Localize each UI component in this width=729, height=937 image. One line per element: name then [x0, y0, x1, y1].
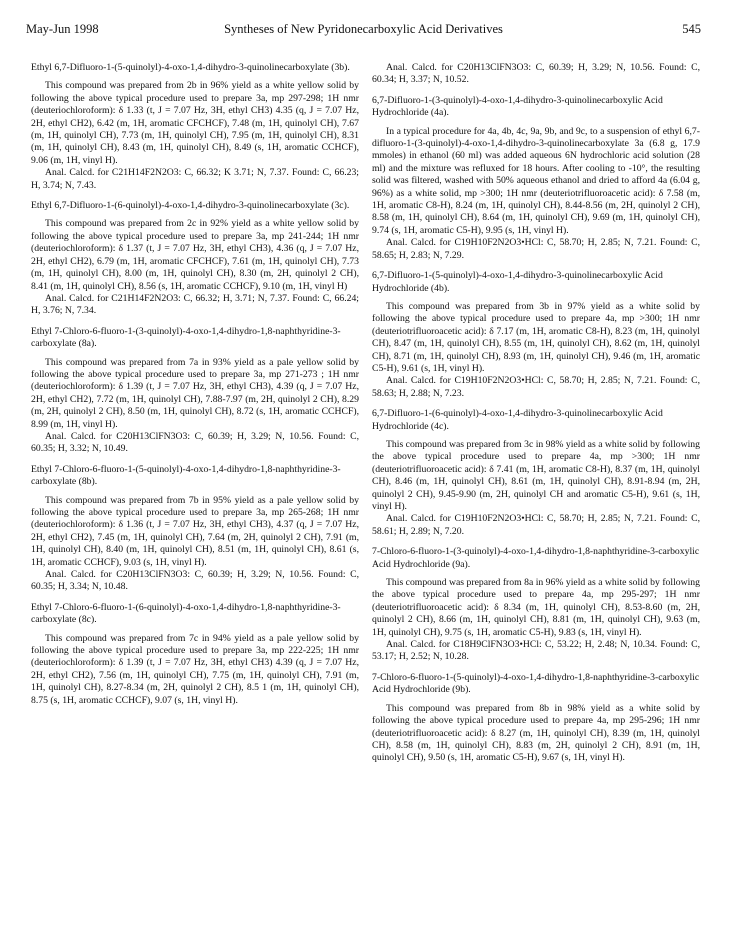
left-column: [31, 62, 359, 715]
compound-entry-3b: [31, 62, 359, 192]
procedure-text: This compound was prepared from 3c in 98% yield as a white solid by following the above typical procedure used to prepare 4a, mp >300; 1H nmr (deuteriotrifluoroacetic acid): δ 7.41 (m, 1H, aromatic C8-H), 8.37 (m, 1H, quinolyl CH), 8.46 (m, 1H, quinolyl CH), 8.61 (m, 1H, quinolyl CH), 8.91-8.94 (m, 2H, quinolyl 2 CH), 9.45-9.90 (m, 2H, quinolyl CH and aromatic C5-H), 9.61 (s, 1H, vinyl H).: [372, 438, 700, 512]
procedure-text: This compound was prepared from 2c in 92% yield as a white yellow solid by following the above typical procedure used to prepare 3a, mp 241-244; 1H nmr (deuteriochloroform): δ 1.37 (t, J = 7.07 Hz, 3H, ethyl CH3), 4.36 (q, J = 7.07 Hz, 2H, ethyl CH2), 6.79 (m, 1H, aromatic CFCHCF), 7.61 (m, 1H, quinolyl CH), 7.73 (m, 1H, quinolyl CH), 8.00 (m, 1H, quinolyl CH), 8.30 (m, 2H, quinolyl 2 CH), 8.41 (m, 1H, quinolyl CH), 8.56 (s, 1H, aromatic CCHCF), 9.10 (m, 1H, vinyl H): [31, 218, 359, 292]
compound-title: 6,7-Difluoro-1-(6-quinolyl)-4-oxo-1,4-dihydro-3-quinolinecarboxylic Acid Hydrochloride (4c).: [372, 408, 663, 432]
compound-entry-3c: [31, 200, 359, 318]
issue-date: May-Jun 1998: [26, 22, 99, 36]
analysis-text: Anal. Calcd. for C21H14F2N2O3: C, 66.32; K 3.71; N, 7.37. Found: C, 66.23; H, 3.74; N, 7.43.: [31, 167, 359, 191]
analysis-text: Anal. Calcd. for C18H9ClFN3O3•HCl: C, 53.22; H, 2.48; N, 10.34. Found: C, 53.17; H, 2.52; N, 10.28.: [372, 639, 700, 663]
compound-title: Ethyl 6,7-Difluoro-1-(5-quinolyl)-4-oxo-1,4-dihydro-3-quinolinecarboxylate (3b).: [31, 62, 350, 73]
compound-entry-4b: [372, 270, 700, 400]
analysis-text: Anal. Calcd. for C20H13ClFN3O3: C, 60.39; H, 3.29; N, 10.56. Found: C, 60.34; H, 3.37; N, 10.52.: [372, 62, 700, 86]
procedure-text: This compound was prepared from 8b in 98% yield as a white solid by following the above typical procedure used to prepare 4a, mp 295-296; 1H nmr (deuteriotrifluoroacetic acid): δ 8.27 (m, 1H, quinolyl CH), 8.39 (m, 1H, quinolyl CH), 8.58 (m, 1H, quinolyl CH), 8.83 (m, 2H, quinolyl 2 CH), 8.91 (m, 1H, quinolyl CH), 9.50 (s, 1H, aromatic C5-H), 9.67 (s, 1H, vinyl H).: [372, 702, 700, 764]
procedure-text: This compound was prepared from 7c in 94% yield as a pale yellow solid by following the above typical procedure used to prepare 3a, mp 222-225; 1H nmr (deuteriochloroform): δ 1.39 (t, J = 7.07 Hz, 3H, ethyl CH3) 4.39 (q, J = 7.07 Hz, 2H, ethyl CH2), 7.56 (m, 1H, quinolyl CH), 7.75 (m, 1H, quinolyl CH), 7.91 (m, 1H, quinolyl CH), 8.27-8.34 (m, 2H, quinolyl 2 CH), 8.5 1 (m, 1H, quinolyl CH), 8.75 (s, 1H, aromatic CCHCF), 9.07 (s, 1H, vinyl H).: [31, 632, 359, 706]
compound-entry-8a: [31, 326, 359, 456]
page-number: 545: [682, 22, 701, 36]
compound-title: 7-Chloro-6-fluoro-1-(5-quinolyl)-4-oxo-1,4-dihydro-1,8-naphthyridine-3-carboxylic Acid Hydrochloride (9b).: [372, 671, 700, 696]
analysis-text: Anal. Calcd. for C20H13ClFN3O3: C, 60.39; H, 3.29; N, 10.56. Found: C, 60.35; H, 3.32; N, 10.49.: [31, 430, 359, 455]
analysis-text: Anal. Calcd. for C19H10F2N2O3•HCl: C, 58.70; H, 2.85; N, 7.21. Found: C, 58.65; H, 2.83; N, 7.29.: [372, 237, 700, 261]
analysis-text: Anal. Calcd. for C20H13ClFN3O3: C, 60.39; H, 3.29; N, 10.56. Found: C, 60.35; H, 3.34; N, 10.48.: [31, 569, 359, 593]
analysis-text: Anal. Calcd. for C19H10F2N2O3•HCl: C, 58.70; H, 2.85; N, 7.21. Found: C, 58.61; H, 2.89; N, 7.20.: [372, 513, 700, 537]
right-column: [372, 62, 700, 773]
procedure-text: This compound was prepared from 3b in 97% yield as a white solid by following the above typical procedure used to prepare 4a, mp >300; 1H nmr (deuteriotrifluoroacetic acid): δ 7.17 (m, 1H, aromatic C8-H), 8.23 (m, 1H, quinolyl CH), 8.47 (m, 1H, quinolyl CH), 8.55 (m, 1H, quinolyl CH), 8.62 (m, 1H, quinolyl CH), 8.71 (m, 1H, quinolyl CH), 8.93 (m, 1H, quinolyl CH), 9.46 (m, 1H, aromatic C5-H), 9.61 (s, 1H, vinyl H).: [372, 300, 700, 374]
compound-entry-8b: [31, 464, 359, 594]
running-title: Syntheses of New Pyridonecarboxylic Acid Derivatives: [224, 22, 503, 36]
compound-title: Ethyl 7-Chloro-6-fluoro-1-(6-quinolyl)-4-oxo-1,4-dihydro-1,8-naphthyridine-3-carboxylate (8c).: [31, 601, 341, 626]
procedure-text: This compound was prepared from 8a in 96% yield as a white solid by following the above typical procedure used to prepare 4a, mp 295-297; 1H nmr (deuteriotrifluoroacetic acid): δ 8.34 (m, 1H, quinolyl CH), 8.53-8.60 (m, 2H, quinolyl 2 CH), 8.66 (m, 1H, quinolyl CH), 8.81 (m, 1H, quinolyl CH), 9.63 (m, 1H, quinolyl CH), 9.75 (s, 1H, aromatic C5-H), 9.83 (s, 1H, vinyl H).: [372, 577, 700, 638]
analysis-text: Anal. Calcd. for C19H10F2N2O3•HCl: C, 58.70; H, 2.85; N, 7.21. Found: C, 58.63; H, 2.88; N, 7.23.: [372, 375, 700, 399]
compound-title: 6,7-Difluoro-1-(3-quinolyl)-4-oxo-1,4-dihydro-3-quinolinecarboxylic Acid Hydrochloride (4a).: [372, 94, 663, 119]
analysis-text: Anal. Calcd. for C21H14F2N2O3: C, 66.32; H, 3.71; N, 7.37. Found: C, 66.24; H, 3.76; N, 7.34.: [31, 292, 359, 317]
procedure-text: This compound was prepared from 7a in 93% yield as a pale yellow solid by following the above typical procedure used to prepare 3a, mp 271-273 ; 1H nmr (deuteriochloroform): δ 1.39 (t, J = 7.07 Hz, 3H, ethyl CH3), 4.39 (q, J = 7.07 Hz, 2H, ethyl CH2), 7.72 (m, 1H, quinolyl CH), 7.88-7.97 (m, 2H, quinolyl 2 CH), 8.29 (m, 2H, quinolyl 2 CH), 8.50 (m, 1H, quinolyl CH), 8.72 (s, 1H, aromatic CCHCF), 8.99 (m, 1H, vinyl H).: [31, 356, 359, 430]
procedure-text: In a typical procedure for 4a, 4b, 4c, 9a, 9b, and 9c, to a suspension of ethyl 6,7-difluoro-1-(3-quinolyl)-4-oxo-1,4-dihydro-3-quinolinecarboxylate 3a (6.8 g, 17.9 mmoles) in ethanol (60 ml) was added aqueous 6N hydrochloric acid solution (28 ml) and the mixture was refluxed for 18 hours. After cooling to -10°, the resulting solid was filtered, washed with 50% aqueous ethanol and dried to afford 4a (6.04 g, 96%) as a white solid, mp >300; 1H nmr (deuteriotrifluoroacetic acid): δ 7.58 (m, 1H, aromatic C8-H), 8.24 (m, 1H, quinolyl CH), 8.44-8.56 (m, 2H, quinolyl 2 CH), 8.58 (m, 1H, quinolyl CH), 8.64 (m, 1H, quinolyl CH), 9.69 (m, 1H, quinolyl CH), 9.74 (s, 1H, aromatic C5-H), 9.95 (s, 1H, vinyl H).: [372, 125, 700, 236]
compound-entry-8c-analysis: [372, 62, 700, 87]
running-header: [26, 22, 701, 40]
compound-entry-9b: [372, 672, 700, 765]
compound-entry-8c: [31, 602, 359, 707]
procedure-text: This compound was prepared from 7b in 95% yield as a pale yellow solid by following the above typical procedure used to prepare 3a, mp 265-268; 1H nmr (deuteriochloroform): δ 1.36 (t, J = 7.07 Hz, 3H, ethyl CH3), 4.37 (q, J = 7.07 Hz, 2H, ethyl CH2), 7.45 (m, 1H, quinolyl CH), 7.64 (m, 2H, quinolyl 2 CH), 7.91 (m, 1H, quinolyl CH), 8.40 (m, 1H, quinolyl CH), 8.51 (m, 1H, quinolyl CH), 8.61 (s, 1H, aromatic CCHCF), 9.03 (s, 1H, vinyl H).: [31, 494, 359, 568]
compound-title: 6,7-Difluoro-1-(5-quinolyl)-4-oxo-1,4-dihydro-3-quinolinecarboxylic Acid Hydrochloride (4b).: [372, 270, 663, 294]
procedure-text: This compound was prepared from 2b in 96% yield as a white yellow solid by following the above typical procedure used to prepare 3a, mp 297-298; 1H nmr (deuteriochloroform): δ 1.33 (t, J = 7.07 Hz, 3H, ethyl CH3) 4.35 (q, J = 7.07 Hz, 2H, ethyl CH2), 6.42 (m, 1H, aromatic CFCHCF), 7.48 (m, 1H, quinolyl CH), 7.67 (m, 1H, quinolyl CH), 7.73 (m, 1H, quinolyl CH), 7.95 (m, 1H, quinolyl CH), 8.31 (m, 1H, quinolyl CH), 8.43 (m, 1H, quinolyl CH), 8.49 (s, 1H, aromatic CCHCF), 9.06 (m, 1H, vinyl H).: [31, 80, 359, 166]
compound-title: 7-Chloro-6-fluoro-1-(3-quinolyl)-4-oxo-1,4-dihydro-1,8-naphthyridine-3-carboxylic Acid Hydrochloride (9a).: [372, 546, 700, 570]
compound-entry-4c: [372, 408, 700, 538]
compound-title: Ethyl 7-Chloro-6-fluoro-1-(3-quinolyl)-4-oxo-1,4-dihydro-1,8-naphthyridine-3-carboxylate (8a).: [31, 325, 341, 350]
compound-entry-9a: [372, 546, 700, 664]
compound-entry-4a: [372, 95, 700, 262]
compound-title: Ethyl 6,7-Difluoro-1-(6-quinolyl)-4-oxo-1,4-dihydro-3-quinolinecarboxylate (3c).: [31, 200, 350, 212]
compound-title: Ethyl 7-Chloro-6-fluoro-1-(5-quinolyl)-4-oxo-1,4-dihydro-1,8-naphthyridine-3-carboxylate (8b).: [31, 463, 341, 488]
